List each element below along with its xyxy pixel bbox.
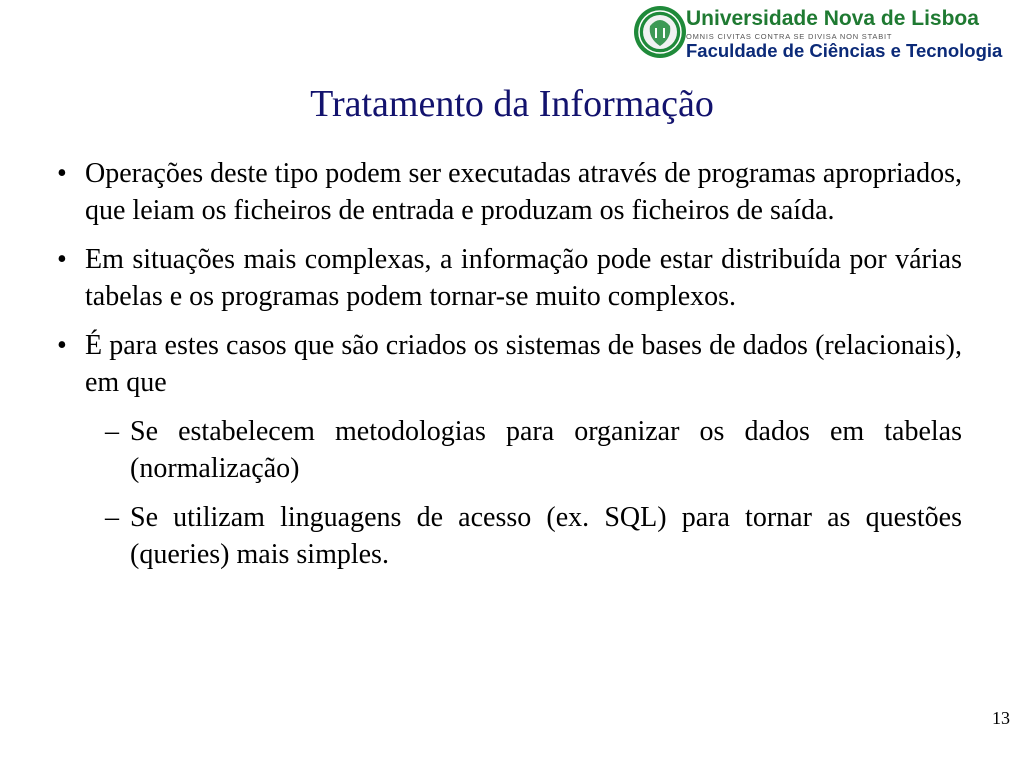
sub-bullet-marker: – <box>105 416 119 447</box>
bullet-marker: • <box>57 158 67 189</box>
sub-bullet-item <box>57 499 962 573</box>
university-seal-icon <box>632 4 688 60</box>
bullet-item <box>57 155 962 229</box>
sub-bullet-text: Se utilizam linguagens de acesso (ex. SQL) para tornar as questões (queries) mais simples. <box>130 502 962 570</box>
university-name: Universidade Nova de Lisboa <box>686 7 979 30</box>
sub-bullet-text: Se estabelecem metodologias para organizar os dados em tabelas (normalização) <box>130 416 962 484</box>
faculty-name: Faculdade de Ciências e Tecnologia <box>686 40 1003 61</box>
university-logo <box>632 4 1020 66</box>
university-motto: OMNIS CIVITAS CONTRA SE DIVISA NON STABIT <box>686 32 893 41</box>
slide-body <box>57 155 962 585</box>
bullet-text: É para estes casos que são criados os sistemas de bases de dados (relacionais), em que <box>85 330 962 398</box>
bullet-marker: • <box>57 330 67 361</box>
sub-bullet-marker: – <box>105 502 119 533</box>
bullet-text: Em situações mais complexas, a informação pode estar distribuída por várias tabelas e os programas podem tornar-se muito complexos. <box>85 244 962 312</box>
bullet-text: Operações deste tipo podem ser executadas através de programas apropriados, que leiam os ficheiros de entrada e produzam os ficheiros de saída. <box>85 158 962 226</box>
page-number: 13 <box>992 708 1010 728</box>
slide-title: Tratamento da Informação <box>310 83 714 125</box>
sub-bullet-item <box>57 413 962 487</box>
bullet-marker: • <box>57 244 67 275</box>
bullet-item <box>57 241 962 315</box>
bullet-item <box>57 327 962 401</box>
